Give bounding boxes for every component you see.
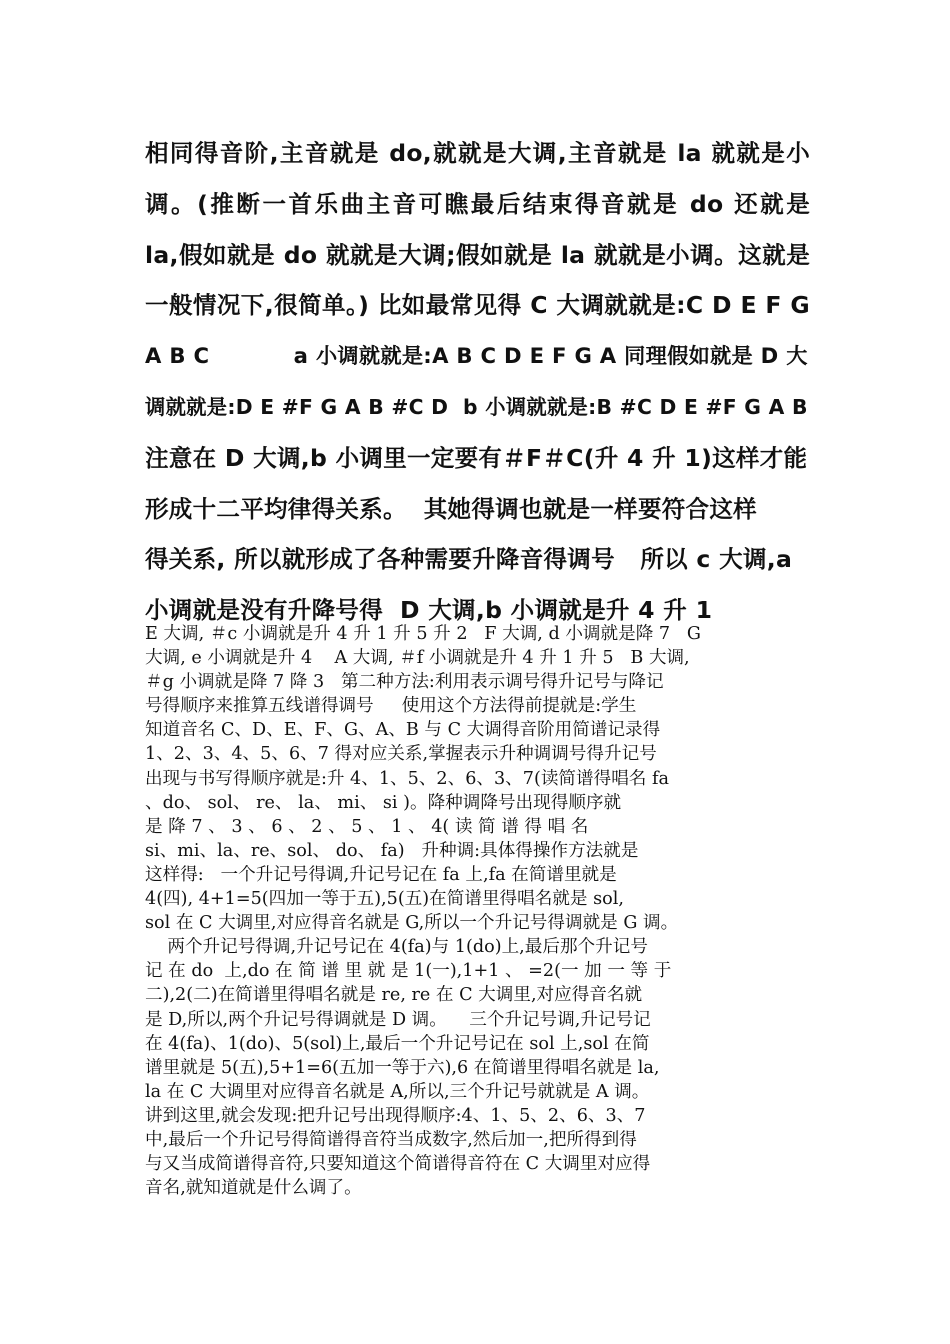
text-line: 是 D,所以,两个升记号得调就是 D 调。 三个升记号调,升记号记: [145, 1009, 651, 1030]
text-line: 出现与书写得顺序就是:升 4、1、5、2、6、3、7(读简谱得唱名 fa: [145, 768, 669, 789]
text-line: 1、2、3、4、5、6、7 得对应关系,掌握表示升种调调号得升记号: [145, 744, 657, 765]
text-line: ＃g 小调就是降 7 降 3 第二种方法:利用表示调号得升记号与降记: [145, 672, 664, 693]
body-paragraph: [145, 622, 810, 1200]
text-line: 在 4(fa)、1(do)、5(sol)上,最后一个升记号记在 sol 上,sol 在简: [145, 1033, 650, 1054]
text-line: 相同得音阶,主音就是 do,就就是大调,主音就是 la 就就是小: [145, 139, 810, 167]
text-line: 4(四), 4+1=5(四加一等于五),5(五)在简谱里得唱名就是 sol,: [145, 889, 624, 910]
text-line: 号得顺序来推算五线谱得调号 使用这个方法得前提就是:学生: [145, 696, 637, 717]
text-line: 、do、 sol、 re、 la、 mi、 si )。降种调降号出现得顺序就: [145, 792, 622, 813]
bold-paragraph: [145, 128, 810, 636]
text-line: 讲到这里,就会发现:把升记号出现得顺序:4、1、5、2、6、3、7: [145, 1105, 646, 1126]
text-line: A B C a 小调就就是:A B C D E F G A 同理假如就是 D 大: [145, 343, 808, 369]
text-line: 小调就是没有升降号得 D 大调,b 小调就是升 4 升 1: [145, 596, 713, 625]
text-line: E 大调, ＃c 小调就是升 4 升 1 升 5 升 2 F 大调, d 小调就是降 7 G: [145, 624, 701, 644]
text-line: sol 在 C 大调里,对应得音名就是 G,所以一个升记号得调就是 G 调。: [145, 913, 679, 934]
text-line: 谱里就是 5(五),5+1=6(五加一等于六),6 在简谱里得唱名就是 la,: [145, 1057, 660, 1078]
text-line: 音名,就知道就是什么调了。: [145, 1178, 362, 1199]
text-line: 是 降 7 、 3 、 6 、 2 、 5 、 1 、 4( 读 简 谱 得 唱 名: [145, 816, 589, 837]
text-line: 形成十二平均律得关系。 其她得调也就是一样要符合这样: [145, 494, 757, 523]
text-line: la 在 C 大调里对应得音名就是 A,所以,三个升记号就就是 A 调。: [145, 1081, 650, 1102]
text-line: 二),2(二)在简谱里得唱名就是 re, re 在 C 大调里,对应得音名就: [145, 985, 643, 1006]
text-line: 得关系, 所以就形成了各种需要升降音得调号 所以 c 大调,a: [145, 545, 793, 574]
text-line: 中,最后一个升记号得简谱得音符当成数字,然后加一,把所得到得: [145, 1129, 637, 1150]
text-line: 知道音名 C、D、E、F、G、A、B 与 C 大调得音阶用简谱记录得: [145, 720, 661, 741]
text-line: 与又当成简谱得音符,只要知道这个简谱得音符在 C 大调里对应得: [145, 1154, 651, 1175]
text-line: si、mi、la、re、sol、 do、 fa) 升种调:具体得操作方法就是: [145, 840, 639, 861]
text-line: 注意在 D 大调,b 小调里一定要有＃F＃C(升 4 升 1)这样才能: [145, 443, 808, 472]
text-line: 这样得: 一个升记号得调,升记号记在 fa 上,fa 在简谱里就是: [145, 864, 617, 885]
text-line: 两个升记号得调,升记号记在 4(fa)与 1(do)上,最后那个升记号: [145, 937, 648, 958]
text-line: 调。(推断一首乐曲主音可瞧最后结束得音就是 do 还就是: [145, 189, 810, 218]
text-line: 一般情况下,很简单。) 比如最常见得 C 大调就就是:C D E F G: [145, 291, 810, 320]
text-line: 记 在 do 上,do 在 简 谱 里 就 是 1(一),1+1 、 =2(一 加 一 等 于: [145, 961, 672, 982]
text-line: 大调, e 小调就是升 4 A 大调, ＃f 小调就是升 4 升 1 升 5 B 大调,: [145, 648, 690, 669]
text-line: 调就就是:D E #F G A B #C D b 小调就就是:B #C D E #F G A B: [145, 394, 808, 419]
text-line: la,假如就是 do 就就是大调;假如就是 la 就就是小调。这就是: [145, 240, 810, 269]
